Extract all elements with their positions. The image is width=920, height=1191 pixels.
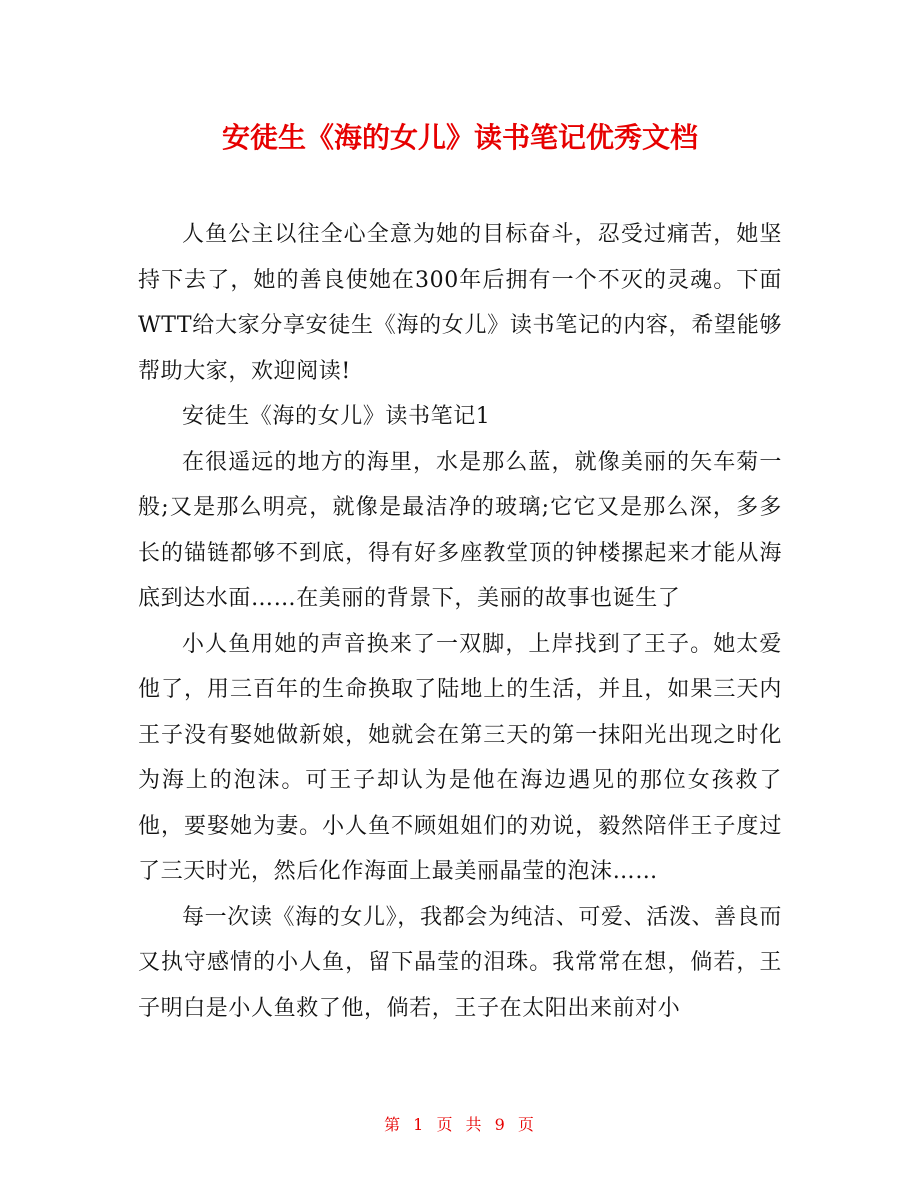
document-body (138, 212, 782, 1031)
body-paragraph: 在很遥远的地方的海里，水是那么蓝，就像美丽的矢车菊一般;又是那么明亮，就像是最洁净的玻璃;它它又是那么深，多多长的锚链都够不到底，得有好多座教堂顶的钟楼摞起来才能从海底到达水面……在美丽的背景下，美丽的故事也诞生了 (138, 449, 782, 611)
section-heading: 安徒生《海的女儿》读书笔记1 (182, 404, 491, 429)
document-title: 安徒生《海的女儿》读书笔记优秀文档 (221, 121, 698, 154)
intro-paragraph: 人鱼公主以往全心全意为她的目标奋斗，忍受过痛苦，她坚持下去了，她的善良使她在300年后拥有一个不灭的灵魂。下面WTT给大家分享安徒生《海的女儿》读书笔记的内容，希望能够帮助大家，欢迎阅读! (138, 222, 782, 384)
body-paragraph: 每一次读《海的女儿》，我都会为纯洁、可爱、活泼、善良而又执守感情的小人鱼，留下晶莹的泪珠。我常常在想，倘若，王子明白是小人鱼救了他，倘若，王子在太阳出来前对小 (138, 904, 782, 1021)
body-paragraph: 小人鱼用她的声音换来了一双脚，上岸找到了王子。她太爱他了，用三百年的生命换取了陆地上的生活，并且，如果三天内王子没有娶她做新娘，她就会在第三天的第一抹阳光出现之时化为海上的泡沫。可王子却认为是他在海边遇见的那位女孩救了他，要娶她为妻。小人鱼不顾姐姐们的劝说，毅然陪伴王子度过了三天时光，然后化作海面上最美丽晶莹的泡沫…… (138, 631, 782, 884)
page-number-footer: 第 1 页 共 9 页 (384, 1115, 536, 1134)
